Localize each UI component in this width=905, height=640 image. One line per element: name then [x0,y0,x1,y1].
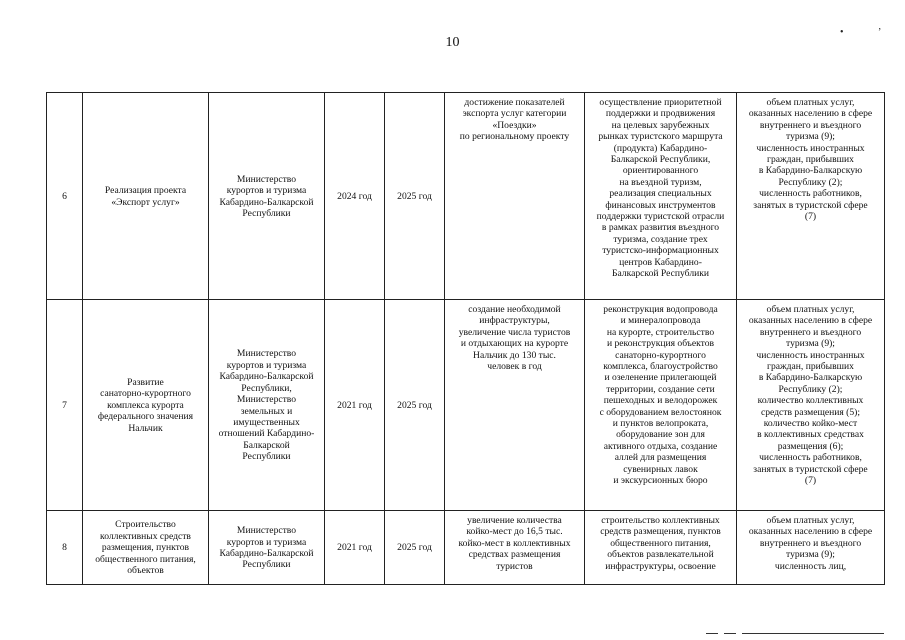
table-row [47,93,885,300]
row-number: 8 [47,511,83,585]
start-year: 2021 год [325,511,385,585]
table-row [47,511,885,585]
responsible-executor: Министерство курортов и туризма Кабардино-Балкарской Республики, Министерство земельных и имущественных отношений Кабардино- Балкарской Республики [209,300,325,511]
row-number: 7 [47,300,83,511]
end-year: 2025 год [385,93,445,300]
expected-result: достижение показателей экспорта услуг категории «Поездки» по региональному проекту [445,93,585,300]
end-year: 2025 год [385,300,445,511]
footer-rule-dash [706,633,718,634]
main-actions: реконструкция водопровода и минералопровода на курорте, строительство и реконструкция объектов санаторно-курортного комплекса, благоустройство и озеленение прилегающей территории, создание сети пешеходных и велодорожек с оборудованием велостоянок и пунктов велопроката, оборудование зон для активного отдыха, создание аллей для размещения сувенирных лавок и экскурсионных бюро [585,300,737,511]
indicators: объем платных услуг, оказанных населению в сфере внутреннего и въездного туризма (9); численность иностранных граждан, прибывших в Кабардино-Балкарскую Республику (2); численность работников, занятых в туристской сфере (7) [737,93,885,300]
measures-table [46,92,885,585]
expected-result: создание необходимой инфраструктуры, увеличение числа туристов и отдыхающих на курорте Нальчик до 130 тыс. человек в год [445,300,585,511]
indicators: объем платных услуг, оказанных населению в сфере внутреннего и въездного туризма (9); численность лиц, [737,511,885,585]
corner-mark-left: • [840,27,844,38]
table-row [47,300,885,511]
measure-name: Строительство коллективных средств размещения, пунктов общественного питания, объектов [83,511,209,585]
end-year: 2025 год [385,511,445,585]
footer-rule-dash [724,633,736,634]
measure-name: Реализация проекта «Экспорт услуг» [83,93,209,300]
indicators: объем платных услуг, оказанных населению в сфере внутреннего и въездного туризма (9); численность иностранных граждан, прибывших в Кабардино-Балкарскую Республику (2); количество коллективных средств размещения (5); количество койко-мест в коллективных средствах размещения (6); численность работников, занятых в туристской сфере (7) [737,300,885,511]
main-actions: осуществление приоритетной поддержки и продвижения на целевых зарубежных рынках туристского маршрута (продукта) Кабардино- Балкарской Республики, ориентированного на въездной туризм, реализация специальных финансовых инструментов поддержки туристской отрасли в рамках развития въездного туризма, создание трех туристско-информационных центров Кабардино- Балкарской Республики [585,93,737,300]
responsible-executor: Министерство курортов и туризма Кабардино-Балкарской Республики [209,511,325,585]
expected-result: увеличение количества койко-мест до 16,5 тыс. койко-мест в коллективных средствах размещения туристов [445,511,585,585]
responsible-executor: Министерство курортов и туризма Кабардино-Балкарской Республики [209,93,325,300]
main-actions: строительство коллективных средств размещения, пунктов общественного питания, объектов развлекательной инфраструктуры, освоение [585,511,737,585]
corner-mark-right: ʼ [878,27,882,38]
measure-name: Развитие санаторно-курортного комплекса курорта федерального значения Нальчик [83,300,209,511]
start-year: 2021 год [325,300,385,511]
footer-rule [742,633,884,634]
page-number: 10 [445,35,460,50]
row-number: 6 [47,93,83,300]
start-year: 2024 год [325,93,385,300]
